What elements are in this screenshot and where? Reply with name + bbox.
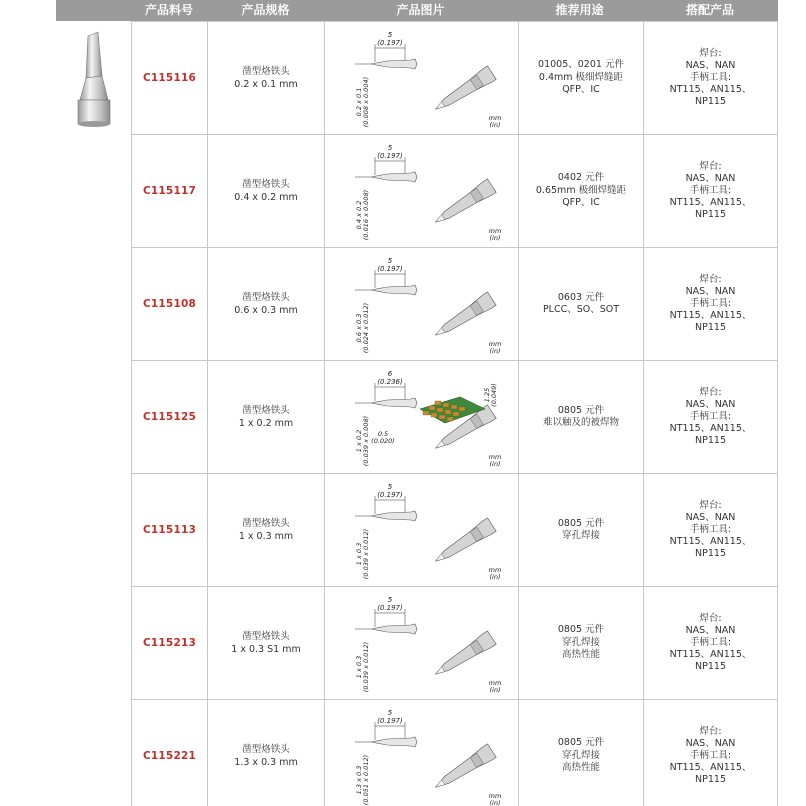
- compatible-line: NP115: [695, 661, 726, 672]
- extra-height-in: (0.049): [490, 383, 498, 407]
- use-line: 01005、0201 元件: [538, 59, 624, 71]
- compatible-line: NAS、NAN: [685, 625, 736, 636]
- product-drawing: [325, 474, 519, 587]
- use-line: 0603 元件: [557, 291, 605, 303]
- product-drawing: [325, 587, 519, 700]
- spec-line: 0.2 x 0.1 mm: [234, 79, 298, 90]
- compatible-line: NAS、NAN: [685, 173, 736, 184]
- table-row: [132, 474, 778, 587]
- length-dimension-in: (0.197): [377, 717, 403, 725]
- tip-size-in: (0.039 x 0.012): [362, 641, 370, 693]
- product-drawing: [325, 135, 519, 248]
- compatible-line: NAS、NAN: [685, 60, 736, 71]
- product-drawing: [325, 248, 519, 361]
- table-row: [132, 587, 778, 700]
- table-row: [132, 248, 778, 361]
- recommended-use: [519, 248, 644, 361]
- tip-size-mm: 0.6 x 0.3: [355, 313, 363, 343]
- compatible-line: NT115、AN115、: [669, 84, 752, 95]
- compatible-line: NT115、AN115、: [669, 536, 752, 547]
- compatible-line: NAS、NAN: [685, 286, 736, 297]
- unit-mm: mm: [488, 792, 502, 800]
- compatible-line: 焊台:: [699, 274, 722, 285]
- product-code: C115221: [132, 700, 208, 806]
- length-dimension-in: (0.197): [377, 265, 403, 273]
- tip-size-in: (0.039 x 0.012): [362, 528, 370, 580]
- tip-size-mm: 1 x 0.3: [355, 542, 363, 566]
- compatible-line: 焊台:: [699, 726, 722, 737]
- tip-side-view: [371, 172, 417, 182]
- tip-size-mm: 1 x 0.2: [355, 429, 363, 453]
- tip-size-in: (0.016 x 0.008): [362, 189, 370, 241]
- compatible-line: 手柄工具:: [689, 524, 732, 535]
- spec-line: 凿型烙铁头: [242, 518, 290, 529]
- use-line: 难以触及的被焊物: [542, 417, 619, 428]
- product-code: C115213: [132, 587, 208, 700]
- product-table: [131, 21, 778, 806]
- use-line: QFP、IC: [562, 84, 600, 96]
- spec-line: 1.3 x 0.3 mm: [234, 757, 298, 768]
- compatible-products: [644, 248, 778, 361]
- spec-line: 凿型烙铁头: [242, 744, 290, 755]
- tip-side-view: [371, 285, 417, 295]
- compatible-line: NP115: [695, 435, 726, 446]
- compatible-line: NT115、AN115、: [669, 762, 752, 773]
- table-header: [56, 0, 778, 21]
- compatible-line: NT115、AN115、: [669, 423, 752, 434]
- tip-perspective-view: [431, 292, 496, 342]
- compatible-line: NP115: [695, 322, 726, 333]
- compatible-products: [644, 474, 778, 587]
- soldering-tip-thumbnail-icon: [72, 30, 116, 130]
- spec-line: 0.4 x 0.2 mm: [234, 192, 298, 203]
- tip-size-mm: 0.2 x 0.1: [355, 87, 363, 117]
- compatible-line: 手柄工具:: [689, 411, 732, 422]
- product-spec: [208, 361, 325, 474]
- compatible-line: 焊台:: [699, 500, 722, 511]
- extra-dimension-in: (0.020): [371, 437, 395, 445]
- use-line: 0805 元件: [557, 624, 605, 636]
- recommended-use: [519, 474, 644, 587]
- tip-perspective-view: [431, 744, 496, 794]
- product-spec: [208, 700, 325, 806]
- compatible-line: 焊台:: [699, 48, 722, 59]
- use-line: PLCC、SO、SOT: [542, 304, 620, 315]
- length-dimension-mm: 5: [387, 31, 393, 39]
- recommended-use: [519, 700, 644, 806]
- tip-size-mm: 1.3 x 0.3: [355, 765, 363, 795]
- use-line: 穿孔焊接: [561, 636, 600, 648]
- spec-line: 凿型烙铁头: [242, 405, 290, 416]
- use-line: QFP、IC: [562, 197, 600, 209]
- compatible-products: [644, 361, 778, 474]
- length-dimension-in: (0.236): [377, 378, 403, 386]
- use-line: 穿孔焊接: [561, 530, 600, 541]
- header-accessories: 搭配产品: [685, 3, 734, 17]
- compatible-line: NP115: [695, 548, 726, 559]
- table-row: [132, 361, 778, 474]
- extra-dimension-mm: 0.5: [377, 430, 389, 438]
- unit-in: (in): [489, 686, 501, 694]
- unit-in: (in): [489, 121, 501, 129]
- length-dimension-mm: 5: [387, 144, 393, 152]
- unit-in: (in): [489, 799, 501, 806]
- length-dimension-in: (0.197): [377, 491, 403, 499]
- product-drawing: [325, 700, 519, 806]
- unit-mm: mm: [488, 679, 502, 687]
- use-line: 0.4mm 极细焊缝距: [538, 71, 624, 83]
- tip-side-view: [371, 398, 417, 408]
- product-drawing: [325, 22, 519, 135]
- header-code: 产品料号: [144, 3, 193, 17]
- use-line: 0.65mm 极细焊缝距: [535, 184, 627, 196]
- length-dimension-mm: 6: [387, 370, 393, 378]
- spec-line: 凿型烙铁头: [242, 292, 290, 303]
- length-dimension-in: (0.197): [377, 152, 403, 160]
- use-line: 穿孔焊接: [561, 749, 600, 761]
- tip-perspective-view: [431, 518, 496, 568]
- use-line: 高热性能: [561, 649, 600, 661]
- length-dimension-mm: 5: [387, 596, 393, 604]
- recommended-use: [519, 587, 644, 700]
- table-row: [132, 700, 778, 806]
- length-dimension-in: (0.197): [377, 604, 403, 612]
- tip-side-view: [371, 511, 417, 521]
- tip-dimension-drawing: [325, 22, 518, 134]
- tip-dimension-drawing: [325, 248, 518, 360]
- product-spec: [208, 587, 325, 700]
- length-dimension-in: (0.197): [377, 39, 403, 47]
- unit-mm: mm: [488, 453, 502, 461]
- length-dimension-mm: 5: [387, 709, 393, 717]
- product-code: C115113: [132, 474, 208, 587]
- header-spec: 产品规格: [241, 3, 290, 17]
- compatible-line: 焊台:: [699, 161, 722, 172]
- compatible-products: [644, 135, 778, 248]
- compatible-products: [644, 700, 778, 806]
- unit-in: (in): [489, 347, 501, 355]
- product-spec: [208, 135, 325, 248]
- compatible-line: NAS、NAN: [685, 738, 736, 749]
- unit-in: (in): [489, 234, 501, 242]
- unit-mm: mm: [488, 340, 502, 348]
- product-spec: [208, 248, 325, 361]
- compatible-line: 手柄工具:: [689, 637, 732, 648]
- compatible-line: NT115、AN115、: [669, 197, 752, 208]
- tip-side-view: [371, 737, 417, 747]
- compatible-products: [644, 587, 778, 700]
- product-code: C115116: [132, 22, 208, 135]
- table-row: [132, 135, 778, 248]
- length-dimension-mm: 5: [387, 257, 393, 265]
- tip-size-in: (0.039 x 0.008): [362, 415, 370, 467]
- tip-perspective-view: [431, 179, 496, 229]
- unit-mm: mm: [488, 566, 502, 574]
- product-spec: [208, 22, 325, 135]
- spec-line: 凿型烙铁头: [242, 631, 290, 642]
- recommended-use: [519, 22, 644, 135]
- compatible-line: NAS、NAN: [685, 512, 736, 523]
- unit-in: (in): [489, 573, 501, 581]
- use-line: 0402 元件: [557, 172, 605, 184]
- compatible-line: NP115: [695, 209, 726, 220]
- compatible-line: NT115、AN115、: [669, 649, 752, 660]
- tip-size-in: (0.024 x 0.012): [362, 302, 370, 354]
- extra-height-mm: 1.25: [483, 387, 491, 403]
- tip-dimension-drawing: [325, 135, 518, 247]
- tip-side-view: [371, 59, 417, 69]
- tip-dimension-drawing: [325, 700, 518, 806]
- spec-line: 1 x 0.3 S1 mm: [231, 644, 301, 655]
- product-code: C115108: [132, 248, 208, 361]
- spec-line: 0.6 x 0.3 mm: [234, 305, 298, 316]
- tip-size-in: (0.051 x 0.012): [362, 754, 370, 806]
- compatible-line: NT115、AN115、: [669, 310, 752, 321]
- use-line: 0805 元件: [557, 737, 605, 749]
- tip-perspective-view: [431, 66, 496, 116]
- compatible-line: NP115: [695, 96, 726, 107]
- product-code: C115117: [132, 135, 208, 248]
- spec-line: 1 x 0.2 mm: [238, 418, 294, 429]
- compatible-line: 手柄工具:: [689, 185, 732, 196]
- tip-dimension-drawing: [325, 587, 518, 699]
- use-line: 高热性能: [561, 762, 600, 774]
- spec-line: 凿型烙铁头: [242, 66, 290, 77]
- tip-dimension-drawing: [325, 474, 518, 586]
- unit-mm: mm: [488, 227, 502, 235]
- tip-perspective-view: [431, 631, 496, 681]
- tip-size-mm: 0.4 x 0.2: [355, 200, 363, 230]
- header-use: 推荐用途: [555, 3, 604, 17]
- recommended-use: [519, 361, 644, 474]
- compatible-line: NP115: [695, 774, 726, 785]
- unit-mm: mm: [488, 114, 502, 122]
- compatible-line: 焊台:: [699, 613, 722, 624]
- compatible-line: 手柄工具:: [689, 298, 732, 309]
- product-drawing: [325, 361, 519, 474]
- tip-size-mm: 1 x 0.3: [355, 655, 363, 679]
- compatible-line: 手柄工具:: [689, 72, 732, 83]
- tip-side-view: [371, 624, 417, 634]
- compatible-line: NAS、NAN: [685, 399, 736, 410]
- compatible-line: 手柄工具:: [689, 750, 732, 761]
- tip-dimension-drawing: [325, 361, 518, 473]
- length-dimension-mm: 5: [387, 483, 393, 491]
- unit-in: (in): [489, 460, 501, 468]
- spec-line: 凿型烙铁头: [242, 179, 290, 190]
- compatible-line: 焊台:: [699, 387, 722, 398]
- product-code: C115125: [132, 361, 208, 474]
- use-line: 0805 元件: [557, 517, 605, 529]
- header-image: 产品图片: [396, 3, 445, 17]
- product-spec: [208, 474, 325, 587]
- spec-line: 1 x 0.3 mm: [238, 531, 294, 542]
- tip-size-in: (0.008 x 0.004): [362, 76, 370, 128]
- use-line: 0805 元件: [557, 404, 605, 416]
- compatible-products: [644, 22, 778, 135]
- recommended-use: [519, 135, 644, 248]
- table-row: [132, 22, 778, 135]
